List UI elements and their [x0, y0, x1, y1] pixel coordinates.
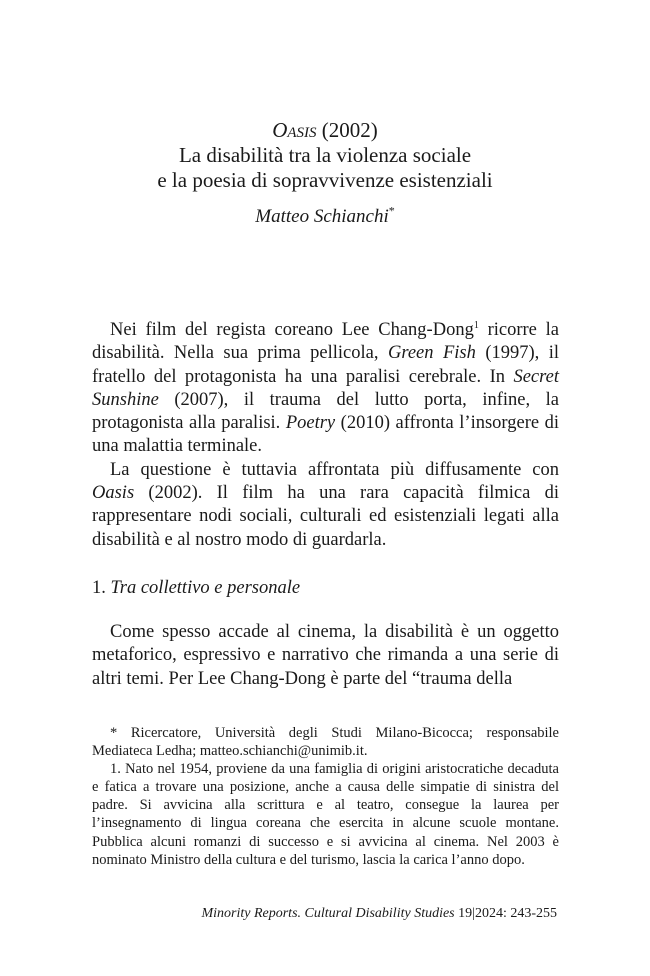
film-title: Oasis [272, 118, 317, 142]
footnotes [92, 724, 559, 869]
author-byline [0, 205, 650, 229]
section-heading [92, 577, 300, 600]
footnote-ref-1: 1 [473, 319, 479, 331]
running-footer [201, 905, 557, 923]
section-title: Tra collettivo e personale [110, 578, 301, 598]
film-title-poetry: Poetry [285, 413, 336, 434]
journal-name: Minority Reports. Cultural Disability Studies [201, 906, 455, 921]
author-footnote-mark: * [388, 203, 395, 218]
footnote-1: 1. Nato nel 1954, proviene da una famiglia di origini aristocratiche decaduta e fatica a trovare una posizione, anche a causa delle simpatie di sinistra del padre. Si avvicina alla scrittura e al teatro, consegue la laurea per l’insegnamento di lingua coreana che esercita in alcune scuole montane. Pubblica alcuni romanzi di successo e si avvicina al cinema. Nel 2003 è nominato Ministro della cultura e del turismo, lascia la carica l’anno dopo. [92, 761, 559, 868]
section-1-text [92, 621, 559, 691]
intro-paragraph-1: Nei film del regista coreano Lee Chang-Dong$^1$ ricorre la disabilità. Nella sua prima pellicola, Green Fish (1997), il fratello del protagonista ha una paralisi cerebrale. In Secret Sunshine (2007), il trauma del lutto porta, infine, la protagonista alla paralisi. Poetry (2010) affronta l’insorgere di una malattia terminale. [92, 319, 560, 457]
subtitle-line-2: e la poesia di sopravvivenze esistenziali [157, 168, 493, 192]
issue-pages: 19|2024: 243-255 [454, 906, 557, 921]
intro-text [92, 319, 559, 552]
footnote-author: * Ricercatore, Università degli Studi Milano-Bicocca; responsabile Mediateca Ledha; matteo.schianchi@unimib.it. [92, 725, 559, 760]
author-name: Matteo Schianchi [255, 206, 389, 227]
section-number: 1. [92, 578, 111, 598]
film-title-green-fish: Green Fish [387, 343, 476, 364]
film-title-oasis: Oasis [92, 483, 135, 504]
film-year: (2002) [316, 118, 378, 142]
article-title [0, 118, 650, 229]
title-main [0, 118, 650, 143]
section-1-paragraph-1: Come spesso accade al cinema, la disabilità è un oggetto metaforico, espressivo e narrativo che rimanda a una serie di altri temi. Per Lee Chang-Dong è parte del “trauma della [92, 622, 559, 689]
film-title-secret-sunshine: Secret Sunshine [92, 366, 559, 410]
intro-paragraph-2: La questione è tuttavia affrontata più diffusamente con Oasis (2002). Il film ha una rara capacità filmica di rappresentare nodi sociali, culturali ed esistenziali legati alla disabilità e al nostro modo di guardarla. [92, 459, 559, 550]
subtitle-line-1: La disabilità tra la violenza sociale [178, 143, 472, 167]
